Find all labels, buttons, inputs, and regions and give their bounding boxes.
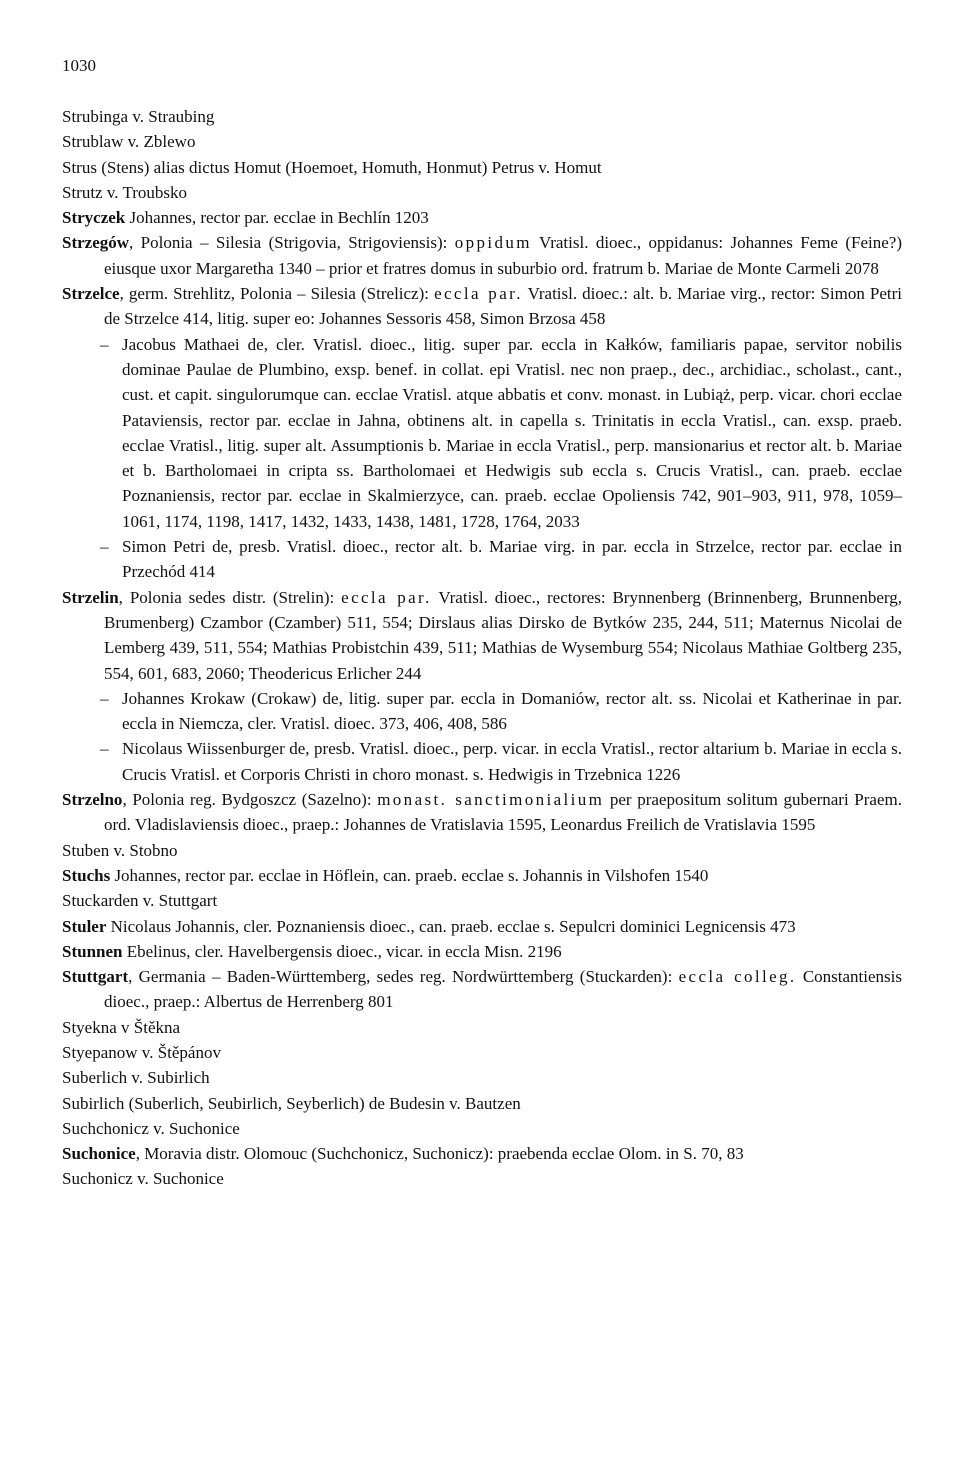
entry-text: Vratisl. dioec., oppidanus: Johannes Feme (Feine?) eiusque uxor Margaretha 1340 – prior et fratres domus in suburbio ord. fratrum b. Mariae de Monte Carmeli 2078 [104,233,902,278]
entry-headword: Strzegów [62,233,130,253]
sub-entry: – Johannes Krokaw (Crokaw) de, litig. super par. eccla in Domaniów, rector alt. ss. Nicolai et Katherinae in par. eccla in Niemcza, cler. Vratisl. dioec. 373, 406, 408, 586 [62,686,902,737]
dictionary-entry [62,585,902,686]
entry-text: Vratisl. dioec.: alt. b. Mariae virg., rector: Simon Petri de Strzelce 414, litig. super eo: Johannes Sessoris 458, Simon Brzosa 458 [104,284,902,329]
dictionary-entry: Stuckarden v. Stuttgart [62,891,218,911]
page-number: 1030 [62,56,96,75]
dictionary-entry [62,281,902,332]
entry-text: Johannes, rector par. ecclae in Höflein, can. praeb. ecclae s. Johannis in Vilshofen 1540 [110,865,709,885]
dictionary-entry: Strublaw v. Zblewo [62,132,196,152]
sub-entry: – Jacobus Mathaei de, cler. Vratisl. dioec., litig. super par. eccla in Kałków, familiaris papae, servitor nobilis dominae Paulae de Plumbino, exsp. benef. in collat. epi Vratisl. nec non praep., dec., archidiac., scholast., cant., cust. et capit. singulorumque can. ecclae Vratisl. atque abbatis et conv. monast. in Lubiąż, perp. vicar. chori ecclae Pataviensis, rector par. ecclae in Jahna, obtinens alt. in capella s. Trinitatis in eccla Vratisl., can. exsp. praeb. ecclae Vratisl., litig. super alt. Assumptionis b. Mariae in eccla Vratisl., perp. mansionarius et rector alt. b. Mariae et b. Bartholomaei in cripta ss. Bartholomaei et Hedwigis sub eccla s. Crucis Vratisl., can. praeb. ecclae Poznaniensis, rector par. ecclae in Skalmierzyce, can. praeb. ecclae Opoliensis 742, 901–903, 911, 978, 1059–1061, 1174, 1198, 1417, 1432, 1433, 1438, 1481, 1728, 1764, 2033 [62,332,902,534]
dictionary-entry [62,964,902,1015]
dictionary-entry: Strus (Stens) alias dictus Homut (Hoemoet, Homuth, Honmut) Petrus v. Homut [62,157,602,177]
entry-text: Johannes, rector par. ecclae in Bechlín 1203 [125,208,429,228]
entry-text: , germ. Strehlitz, Polonia – Silesia (Strelicz): [119,284,435,304]
entry-text: , Polonia – Silesia (Strigovia, Strigoviensis): [129,233,455,253]
dictionary-entry [62,230,902,281]
entry-spaced-term: eccla colleg. [678,967,797,987]
dictionary-entry: Stuben v. Stobno [62,840,178,860]
dictionary-entry: Suchchonicz v. Suchonice [62,1118,240,1138]
entry-text: Ebelinus, cler. Havelbergensis dioec., vicar. in eccla Misn. 2196 [122,941,562,961]
entry-spaced-term: monast. sanctimonialium [377,790,605,810]
entry-list [62,104,902,1192]
entry-text: , Moravia distr. Olomouc (Suchchonicz, Suchonicz): praebenda ecclae Olom. in S. 70, 83 [135,1144,744,1164]
sub-entry: – Simon Petri de, presb. Vratisl. dioec., rector alt. b. Mariae virg. in par. eccla in Strzelce, rector par. ecclae in Przechód 414 [62,534,902,585]
entry-text: Constantiensis dioec., praep.: Albertus de Herrenberg 801 [104,967,902,1012]
entry-headword: Strzelin [62,587,119,607]
entry-spaced-term: oppidum [454,233,532,253]
dictionary-entry [62,863,902,888]
entry-headword: Stuttgart [62,967,129,987]
entry-text: Vratisl. dioec., rectores: Brynnenberg (Brinnenberg, Brunnenberg, Brumenberg) Czambor (Czamber) 511, 554; Dirslaus alias Dirsko de Bytków 235, 244, 511; Maternus Nicolai de Lemberg 439, 511, 554; Mathias Probistchin 439, 511; Mathias de Wysemburg 554; Nicolaus Mathiae Goltberg 235, 554, 601, 683, 2060; Theodericus Erlicher 244 [104,587,902,683]
dictionary-entry: Suchonicz v. Suchonice [62,1169,224,1189]
dictionary-entry: Strubinga v. Straubing [62,107,215,126]
entry-headword: Stuler [62,916,107,936]
dictionary-entry: Styekna v Štěkna [62,1017,181,1037]
dictionary-entry: Subirlich (Suberlich, Seubirlich, Seyberlich) de Budesin v. Bautzen [62,1093,521,1113]
dictionary-entry: Suberlich v. Subirlich [62,1068,210,1088]
entry-spaced-term: eccla par. [341,587,432,607]
dictionary-entry [62,787,902,838]
entry-headword: Strzelno [62,790,123,810]
sub-entry: – Nicolaus Wiissenburger de, presb. Vratisl. dioec., perp. vicar. in eccla Vratisl., rector altarium b. Mariae in eccla s. Crucis Vratisl. et Corporis Christi in choro monast. s. Hedwigis in Trzebnica 1226 [62,736,902,787]
dictionary-entry: Strutz v. Troubsko [62,182,188,202]
entry-text: , Polonia sedes distr. (Strelin): [118,587,342,607]
entry-text: , Polonia reg. Bydgoszcz (Sazelno): [122,790,378,810]
entry-headword: Suchonice [62,1144,136,1164]
entry-text: per praepositum solitum gubernari Praem. ord. Vladislaviensis dioec., praep.: Johannes de Vratislavia 1595, Leonardus Freilich de Vratislavia 1595 [104,790,902,835]
entry-headword: Stunnen [62,941,123,961]
dictionary-entry [62,939,902,964]
dictionary-entry [62,914,902,939]
entry-headword: Stryczek [62,208,126,228]
entry-text: , Germania – Baden-Württemberg, sedes reg. Nordwürttemberg (Stuckarden): [128,967,679,987]
entry-headword: Stuchs [62,865,111,885]
entry-text: Nicolaus Johannis, cler. Poznaniensis dioec., can. praeb. ecclae s. Sepulcri dominici Legnicensis 473 [106,916,796,936]
entry-headword: Strzelce [62,284,120,304]
entry-spaced-term: eccla par. [434,284,523,304]
dictionary-entry [62,205,902,230]
dictionary-entry: Styepanow v. Štěpánov [62,1042,221,1062]
dictionary-entry [62,1141,902,1166]
